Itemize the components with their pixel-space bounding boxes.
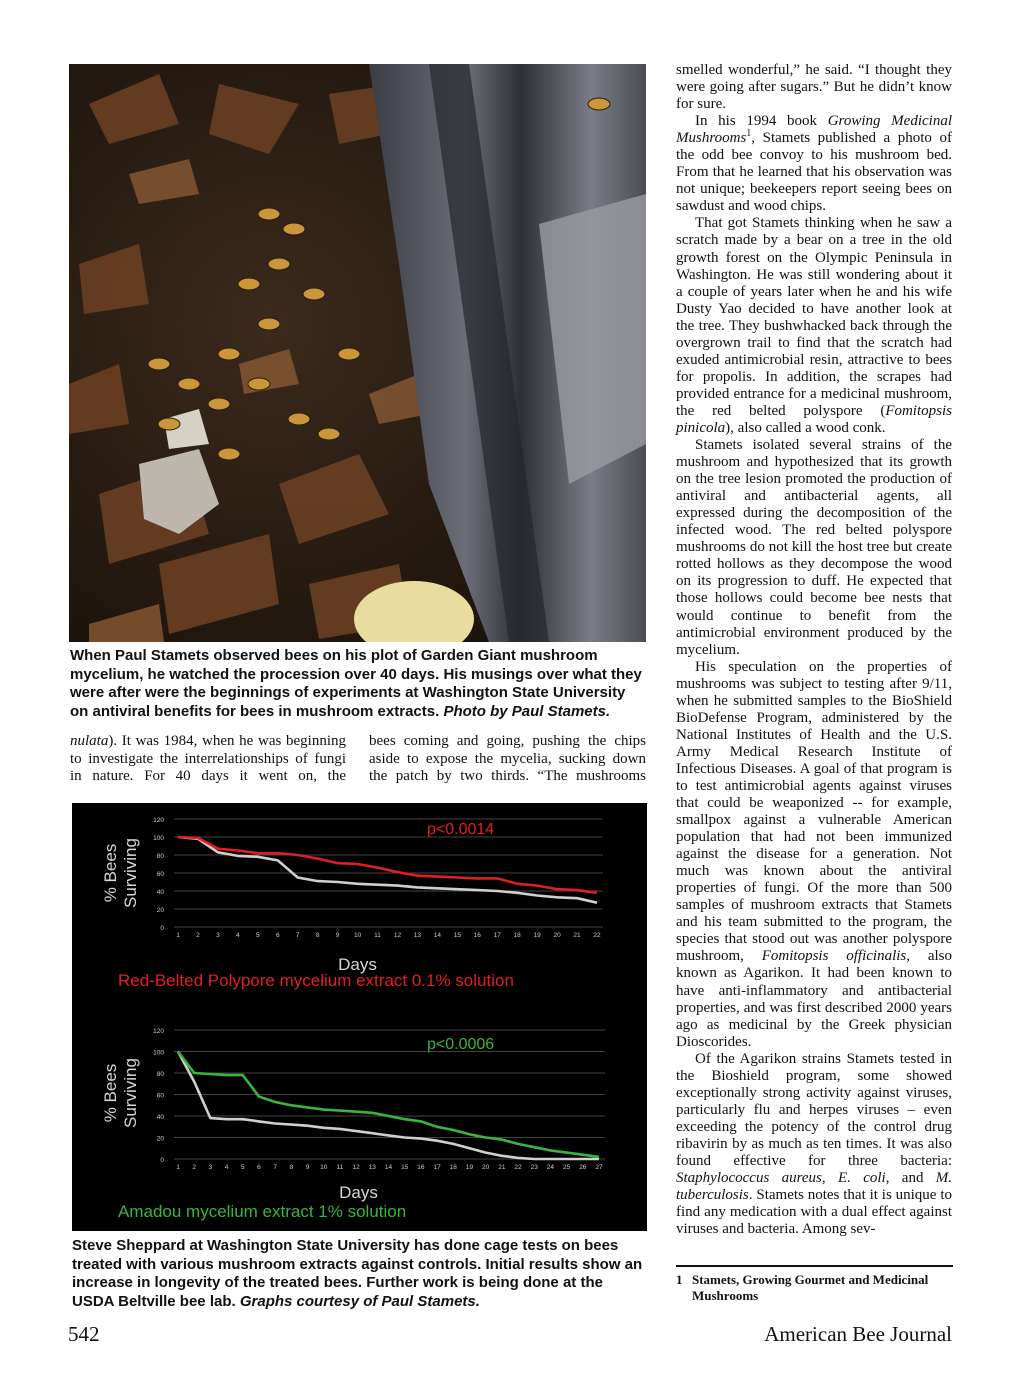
chart-1-ylabel-line2: Surviving [121,1058,140,1128]
right-column [676,62,952,1238]
chart-0-xtick-label: 22 [593,932,601,939]
chart-1-xtick-label: 7 [273,1164,277,1171]
chart-0-p-value: p<0.0014 [427,821,495,838]
footnote [676,1272,953,1304]
photo-caption [70,647,646,721]
chart-0-xtick-label: 3 [216,932,220,939]
p5-text-a: His speculation on the properties of mushrooms was subject to testing after 9/11, when he submitted samples to the BioShield BioDefense Program, administered by the National Institutes of Health and the U.S. Army Medical Research Institute of Infectious Diseases. A goal of that program is to test antimicrobial agents against viruses that could be weaponized -- for example, smallpox against a vulnerable American population that had not been immunized against the disease for a generation. Not much was known about the antiviral properties of fungi. Of the more than 500 samples of mushroom extracts that Stamets and his team submitted to the program, the species that stood out was another polyspore mushroom, [676,658,952,965]
chart-1-ytick-label: 60 [156,1092,164,1100]
chart-0-ylabel-line2: Surviving [121,838,140,908]
p5-text-b: , also known as Agarikon. It had been known to have anti-inflammatory and antibacterial properties, and was first described 2000 years ago as medicinal by the Greek physician Dioscorides. [676,948,952,1050]
p2-text-a: In his 1994 book [695,113,828,130]
paragraph-1: smelled wonderful,” he said. “I thought they were going after sugars.” But he didn’t know for sure. [676,62,952,113]
chart-0-xtick-label: 14 [433,932,441,939]
chart-0-xtick-label: 10 [353,932,362,939]
chart-1-xtick-label: 16 [417,1164,425,1171]
paragraph-4: Stamets isolated several strains of the mushroom and hypothesized that its growth on the tree lesion promoted the production of antiviral and antibacterial agents, all expressed during the decomposition of the infected wood. The red belted polyspore mushrooms do not kill the host tree but create rotted hollows as they decompose the wood on its progression to duff. He expected that those hollows could become bee nests that would continue to benefit from the antimicrobial environment produced by the mycelium. [676,437,952,658]
chart-1-ytick-label: 80 [156,1071,164,1078]
paragraph-5 [676,659,952,1051]
p6-species-1: Staphylococcus aureus [676,1170,822,1187]
bees-on-mycelium-photo [69,64,646,642]
paragraph-2 [676,113,952,215]
chart-0-xtick-label: 9 [335,932,340,939]
chart-0-ytick-label: 60 [156,871,164,878]
chart-1-ytick-label: 120 [153,1028,164,1035]
chart-1-xtick-label: 22 [514,1164,522,1171]
chart-0-ytick-label: 0 [160,925,164,932]
body-col1-italic: nulata [70,733,109,749]
chart-1-xtick-label: 23 [530,1164,538,1171]
chart-0-xtick-label: 7 [295,932,300,939]
p3-species: Fomitopsis pinicola [676,402,952,436]
chart-0-xtick-label: 20 [553,932,561,939]
chart-0-ytick-label: 40 [156,889,164,896]
p2-text-b: , Stamets published a photo of the odd bee convoy to his mushroom bed. From that he learned that his observation was not unique; beekeepers report seeing bees on sawdust and wood chips. [676,130,952,215]
chart-caption [72,1237,648,1311]
chart-1-xtick-label: 17 [433,1164,441,1171]
p3-text-b: ), also called a wood conk. [725,419,886,436]
photo-caption-credit: Photo by Paul Stamets. [443,702,611,720]
chart-1-xtick-label: 9 [305,1164,310,1171]
chart-1-xtick-label: 13 [368,1164,376,1171]
chart-1-ytick-label: 0 [160,1157,164,1164]
p6-text-b: . Stamets notes that it is unique to find any medication with a dual effect against viruses and bacteria. Among sev- [676,1187,952,1238]
chart-1-xtick-label: 27 [595,1164,603,1171]
photo-caption-text: When Paul Stamets observed bees on his plot of Garden Giant mushroom mycelium, he watched the procession over 40 days. His musings over what they were after were the beginnings of experiments at Washington State University on antiviral benefits for bees in mushroom extracts. [70,647,642,720]
chart-0-xtick-label: 1 [176,932,180,939]
chart-0-ytick-label: 120 [153,817,164,824]
chart-1-xtick-label: 25 [562,1164,571,1171]
footnote-number: 1 [676,1272,683,1287]
chart-1-xtick-label: 26 [579,1164,587,1171]
chart-1-xtick-label: 10 [320,1164,328,1171]
p2-book-title: Growing Medicinal Mushrooms [676,113,952,147]
chart-0-xtick-label: 8 [315,932,320,939]
chart-1-xtick-label: 4 [224,1164,229,1171]
chart-0-title: Red-Belted Polypore mycelium extract 0.1% solution [118,971,514,990]
p6-species-3: M. tuberculosis [676,1170,953,1204]
page-number: 542 [68,1322,100,1346]
chart-1-ytick-label: 40 [156,1114,164,1121]
chart-1-ytick-label: 100 [153,1049,164,1057]
chart-0-xtick-label: 11 [374,932,381,939]
p6-species-2: E. coli [837,1170,886,1187]
chart-1-xtick-label: 19 [465,1164,474,1171]
p5-species: Fomitopsis officinalis [761,948,907,965]
body-column-left-1 [70,733,346,786]
chart-0-ytick-label: 100 [153,835,164,842]
chart-0-xtick-label: 2 [196,932,200,939]
chart-caption-credit: Graphs courtesy of Paul Stamets. [239,1292,480,1310]
chart-1-xlabel: Days [339,1183,378,1202]
body-col1-text: ). It was 1984, when he was beginning to investigate the interrelationships of fungi in nature. For 40 days it went on, the [70,733,346,784]
journal-name: American Bee Journal [764,1322,952,1346]
chart-1-xtick-label: 20 [482,1164,490,1171]
chart-0-xtick-label: 6 [275,932,280,939]
paragraph-3 [676,215,952,437]
p6-sep-2: , and [885,1170,936,1187]
chart-1-xtick-label: 11 [336,1164,344,1171]
chart-0-xtick-label: 19 [533,932,541,939]
chart-1-title: Amadou mycelium extract 1% solution [118,1202,407,1221]
chart-1-xtick-label: 3 [208,1164,213,1171]
chart-1-xtick-label: 12 [352,1164,360,1171]
chart-0-ytick-label: 80 [156,853,164,860]
chart-0-ylabel-line1: % Bees [101,843,120,903]
chart-1-xtick-label: 2 [192,1164,197,1171]
chart-1-xtick-label: 24 [546,1164,555,1171]
footnote-ref: 1 [746,128,752,140]
chart-0-xtick-label: 17 [493,932,501,939]
p6-sep-1: , [821,1170,838,1187]
chart-0-xtick-label: 12 [393,932,402,939]
chart-1-p-value: p<0.0006 [427,1036,495,1053]
chart-1-ylabel-line1: % Bees [101,1063,120,1123]
body-column-left-2: bees coming and going, pushing the chips aside to expose the mycelia, sucking down the patch by two thirds. “The mushrooms [369,733,646,784]
chart-0-xtick-label: 13 [413,932,422,939]
paragraph-6 [676,1051,952,1239]
bees-photo [69,64,646,642]
chart-0-xtick-label: 16 [473,932,481,939]
chart-1-xtick-label: 6 [257,1164,261,1171]
chart-1-ytick-label: 20 [156,1135,164,1143]
survival-charts [72,803,647,1231]
chart-1-series-treated [178,1052,599,1157]
chart-1-xtick-label: 15 [401,1164,409,1171]
p6-text-a: Of the Agarikon strains Stamets tested in the Bioshield program, some showed exceptionally strong activity against viruses, particularly flu and herpes viruses – even exceeding the potency of the control drug ribavirin by as much as ten times. It was also found effective for three bacteria: [676,1050,952,1169]
chart-0-xtick-label: 4 [236,932,240,939]
chart-0-xtick-label: 5 [255,932,260,939]
chart-1-xtick-label: 21 [498,1164,506,1171]
chart-caption-text: Steve Sheppard at Washington State University has done cage tests on bees treated with various mushroom extracts against controls. Initial results show an increase in longevity of the treated bees. Further work is being done at the USDA Beltville bee lab. [72,1237,643,1310]
chart-0-xtick-label: 21 [573,932,581,939]
footnote-rule [676,1265,953,1267]
chart-0-ytick-label: 20 [156,907,164,914]
footnote-text: Stamets, Growing Gourmet and Medicinal Mushrooms [692,1272,929,1303]
p3-text-a: That got Stamets thinking when he saw a scratch made by a bear on a tree in the old growth forest on the Olympic Peninsula in Washington. He was still wondering about it a couple of years later when he and his wife Dusty Yao decided to have another look at the tree. They bushwhacked back through the overgrown trail to find that the scratch had exuded antimicrobial resin, attractive to bees for propolis. In addition, the scrapes had provided entrance for a medicinal mushroom, the red belted polyspore ( [676,215,952,419]
chart-1-series-control [178,1052,599,1160]
chart-0-xlabel: Days [338,955,377,974]
chart-1-xtick-label: 8 [289,1164,294,1171]
chart-0-xtick-label: 15 [453,932,461,939]
chart-0-xtick-label: 18 [513,932,521,939]
chart-1-xtick-label: 18 [449,1164,457,1171]
chart-1-xtick-label: 5 [240,1164,245,1171]
chart-1-xtick-label: 1 [176,1164,180,1171]
chart-1-xtick-label: 14 [384,1164,393,1171]
